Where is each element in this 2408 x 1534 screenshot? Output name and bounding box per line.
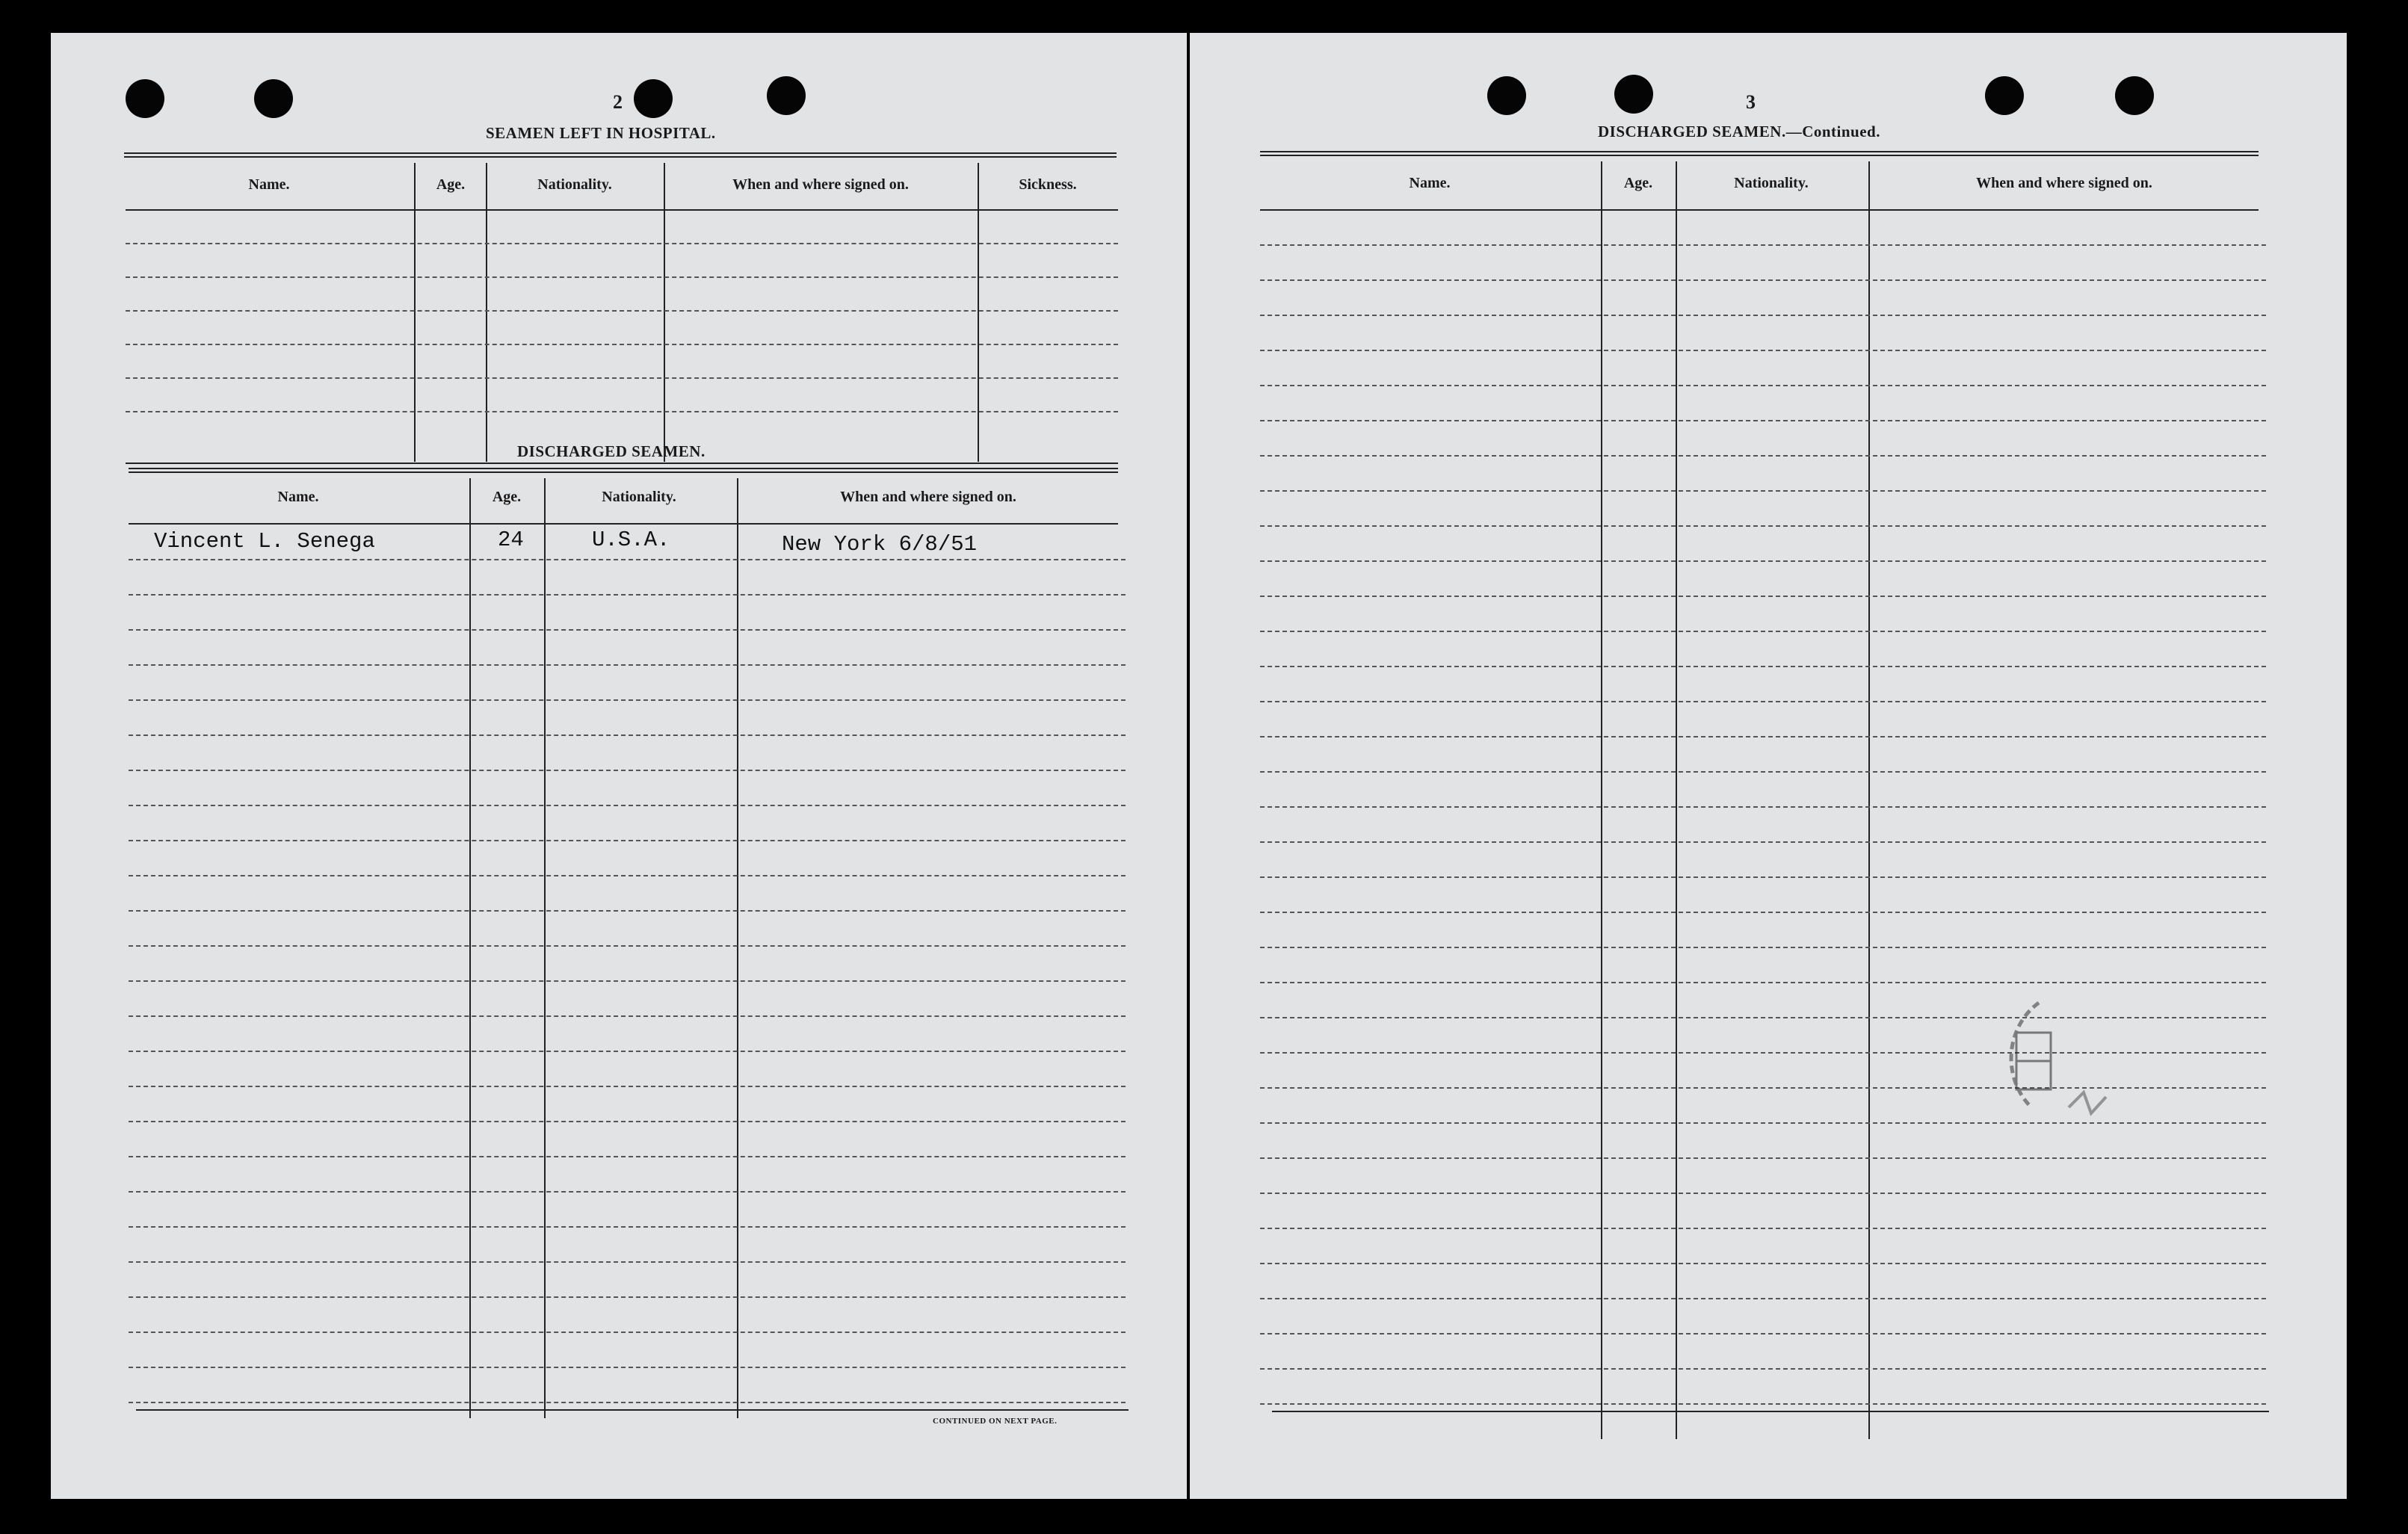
punch-hole-icon [1614, 75, 1653, 114]
col-header-signed-on: When and where signed on. [732, 176, 909, 193]
col-header-name: Name. [248, 176, 290, 193]
page-number: 2 [613, 91, 623, 113]
punch-hole-icon [254, 79, 293, 118]
punch-hole-icon [2115, 76, 2154, 115]
header-double-rule [129, 468, 1118, 473]
col-header-age: Age. [1623, 175, 1653, 191]
page-number: 3 [1746, 91, 1756, 113]
col-header-nationality: Nationality. [537, 176, 612, 193]
header-double-rule [124, 152, 1117, 158]
seaman-signed-on: New York 6/8/51 [782, 532, 978, 557]
hospital-section-bottom-rule [126, 463, 1118, 464]
discharged-ruled-rows [129, 523, 1126, 1420]
discharged-section-title: DISCHARGED SEAMEN. [517, 442, 706, 460]
continued-bottom-rule [1272, 1411, 2269, 1412]
punch-hole-icon [767, 76, 806, 115]
continued-note: CONTINUED ON NEXT PAGE. [933, 1417, 1058, 1426]
discharged-continued-title: DISCHARGED SEAMEN.—Continued. [1598, 123, 1880, 140]
col-header-sickness: Sickness. [1019, 176, 1077, 193]
seaman-age: 24 [498, 528, 524, 552]
continued-ruled-rows [1260, 209, 2266, 1435]
hospital-section-title: SEAMEN LEFT IN HOSPITAL. [486, 124, 716, 142]
punch-hole-icon [1487, 76, 1526, 115]
right-page [1190, 33, 2347, 1499]
col-header-signed-on: When and where signed on. [1976, 175, 2152, 191]
col-header-nationality: Nationality. [1734, 175, 1809, 191]
seaman-nationality: U.S.A. [592, 528, 670, 552]
col-header-age: Age. [436, 176, 466, 193]
col-header-signed-on: When and where signed on. [840, 489, 1016, 505]
col-header-age: Age. [492, 489, 522, 505]
punch-hole-icon [634, 79, 673, 118]
punch-hole-icon [1985, 76, 2024, 115]
header-double-rule [1260, 151, 2259, 156]
col-header-nationality: Nationality. [602, 489, 676, 505]
hospital-ruled-rows [126, 209, 1118, 463]
seaman-name: Vincent L. Senega [154, 529, 375, 554]
col-header-name: Name. [277, 489, 319, 505]
left-page [51, 33, 1187, 1499]
punch-hole-icon [126, 79, 164, 118]
discharged-bottom-rule [136, 1409, 1129, 1411]
col-header-name: Name. [1409, 175, 1451, 191]
faint-circular-stamp-icon [2009, 980, 2136, 1130]
